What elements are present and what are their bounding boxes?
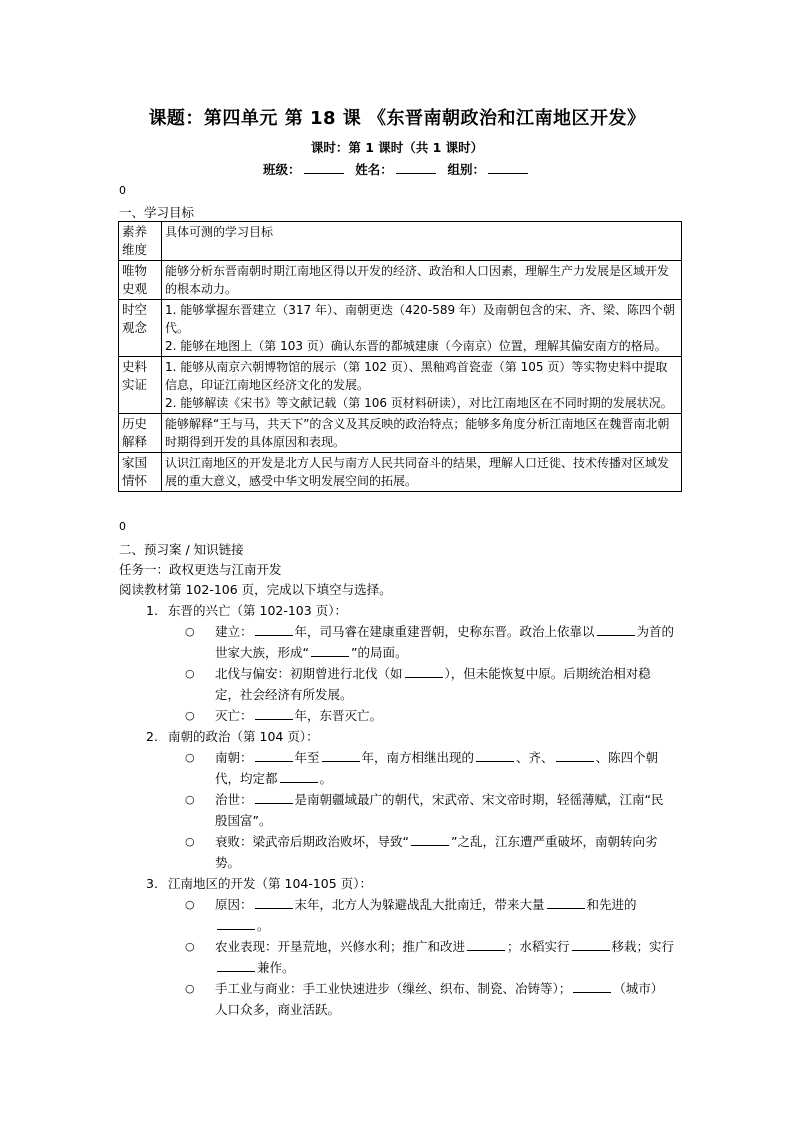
bullet-icon: ○ — [185, 709, 195, 722]
table-header-key: 素养维度 — [119, 222, 162, 261]
list-item — [185, 831, 675, 873]
sub-text: 。 — [319, 771, 333, 786]
goal-line: 1. 能够从南京六朝博物馆的展示（第 102 页）、黑釉鸡首瓷壶（第 105 页）等实物史料中提取信息，印证江南地区经济文化的发展。 — [165, 360, 668, 392]
sub-text: 。 — [257, 918, 270, 933]
goal-line: 1. 能够掌握东晋建立（317 年）、南朝更迭（420-589 年）及南朝包含的宋、齐、梁、陈四个朝代。 — [165, 303, 675, 335]
blank-field[interactable] — [322, 749, 360, 762]
goal-cell — [162, 357, 682, 414]
sub-text: 是南朝疆域最广的朝代，宋武帝、宋文帝时期，轻徭薄赋，江南“民殷国富”。 — [215, 792, 664, 828]
blank-field[interactable] — [255, 896, 293, 909]
group-label: 组别： — [447, 162, 485, 177]
blank-field[interactable] — [217, 917, 255, 930]
sub-text: 年，南方相继出现的 — [361, 750, 475, 765]
sub-text: 移栽；实行 — [611, 939, 675, 954]
item-pages: （第 104 页）： — [230, 729, 319, 744]
table-row — [119, 261, 682, 300]
table-header-row — [119, 222, 682, 261]
name-field[interactable] — [396, 162, 436, 174]
blank-field[interactable] — [547, 896, 585, 909]
sub-text: 为首的世家大族，形成“ — [215, 624, 675, 660]
sub-text: 年，司马睿在建康重建晋朝，史称东晋。政治上依靠以 — [294, 624, 595, 639]
competency-name: 家国情怀 — [119, 453, 162, 492]
item-title: 江南地区的开发 — [168, 876, 256, 891]
blank-field[interactable] — [476, 749, 514, 762]
table-row — [119, 357, 682, 414]
goal-cell — [162, 261, 682, 300]
item-pages: （第 102-103 页）： — [230, 603, 347, 618]
blank-field[interactable] — [311, 644, 349, 657]
sub-text: 梁武帝后期政治败坏，导致“ — [252, 834, 409, 849]
competency-name: 历史解释 — [119, 414, 162, 453]
sub-text: 兼作。 — [257, 960, 295, 975]
blank-field[interactable] — [255, 749, 293, 762]
item-number: 3. — [146, 876, 158, 891]
list-item-heading — [146, 600, 347, 621]
blank-field[interactable] — [572, 938, 610, 951]
sub-text: ”之乱，江东遭严重破坏，南朝转向劣势。 — [215, 834, 658, 870]
sub-text: ），但未能恢复中原。后期统治相对稳定，社会经济有所发展。 — [215, 666, 651, 702]
goal-line: 2. 能够解读《宋书》等文献记载（第 106 页材料研读），对比江南地区在不同时期的发展状况。 — [165, 396, 673, 410]
sub-text: 和先进的 — [586, 897, 637, 912]
class-label: 班级： — [263, 162, 301, 177]
bullet-icon: ○ — [185, 793, 195, 806]
blank-field[interactable] — [556, 749, 594, 762]
list-item-heading — [146, 873, 372, 894]
blank-field[interactable] — [405, 665, 443, 678]
sub-label: 灭亡： — [215, 708, 253, 723]
blank-field[interactable] — [280, 770, 318, 783]
blank-field[interactable] — [217, 959, 255, 972]
sub-label: 建立： — [215, 624, 253, 639]
goal-cell — [162, 300, 682, 357]
competency-name: 史料实证 — [119, 357, 162, 414]
sub-text: ”的局面。 — [350, 645, 408, 660]
sub-text: 、陈四个朝代，均定都 — [215, 750, 659, 786]
student-info-line — [0, 160, 794, 178]
task-heading: 任务一：政权更迭与江南开发 — [119, 562, 282, 577]
sub-text: 、齐、 — [516, 750, 554, 765]
item-pages: （第 104-105 页）： — [255, 876, 372, 891]
name-label: 姓名： — [355, 162, 393, 177]
class-field[interactable] — [304, 162, 344, 174]
bullet-icon: ○ — [185, 940, 195, 953]
goal-line: 2. 能够在地图上（第 103 页）确认东晋的都城建康（今南京）位置，理解其偏安南方的格局。 — [165, 339, 667, 353]
item-number: 1. — [146, 603, 158, 618]
list-item — [185, 936, 675, 978]
goal-line: 能够解释“王与马，共天下”的含义及其反映的政治特点；能够多角度分析江南地区在魏晋南北朝时期得到开发的具体原因和表现。 — [165, 417, 670, 449]
blank-field[interactable] — [255, 791, 293, 804]
table-row — [119, 414, 682, 453]
sub-text: 开垦荒地，兴修水利；推广和改进 — [277, 939, 466, 954]
table-header-value: 具体可测的学习目标 — [162, 222, 682, 261]
blank-field[interactable] — [255, 707, 293, 720]
blank-field[interactable] — [411, 833, 449, 846]
list-item — [185, 978, 675, 1020]
sub-label: 治世： — [215, 792, 253, 807]
competency-name: 时空观念 — [119, 300, 162, 357]
sub-text: 手工业快速进步（缫丝、织布、制瓷、冶铸等）； — [302, 981, 572, 996]
sub-text: （城市）人口众多，商业活跃。 — [215, 981, 664, 1017]
table-row — [119, 453, 682, 492]
instruction-text: 阅读教材第 102-106 页，完成以下填空与选择。 — [119, 582, 392, 597]
list-item — [185, 621, 675, 663]
bullet-icon: ○ — [185, 625, 195, 638]
sub-text: 末年，北方人为躲避战乱大批南迁，带来大量 — [294, 897, 545, 912]
sub-text: ；水稻实行 — [507, 939, 570, 954]
goal-line: 认识江南地区的开发是北方人民与南方人民共同奋斗的结果，理解人口迁徙、技术传播对区域发展的重大意义，感受中华文明发展空间的拓展。 — [165, 456, 670, 488]
learning-goals-table — [118, 221, 682, 492]
blank-field[interactable] — [255, 623, 293, 636]
sub-text: 年至 — [294, 750, 320, 765]
list-item-heading — [146, 726, 319, 747]
blank-field[interactable] — [597, 623, 635, 636]
sub-text: 初期曾进行北伐（如 — [290, 666, 403, 681]
item-number: 2. — [146, 729, 158, 744]
goal-cell — [162, 414, 682, 453]
bullet-icon: ○ — [185, 835, 195, 848]
list-item — [185, 747, 675, 789]
blank-field[interactable] — [573, 980, 611, 993]
bullet-icon: ○ — [185, 898, 195, 911]
sub-label: 原因： — [215, 897, 253, 912]
sub-label: 手工业与商业： — [215, 981, 303, 996]
blank-field[interactable] — [467, 938, 505, 951]
section-heading-preview: 二、预习案 / 知识链接 — [119, 542, 244, 557]
bullet-icon: ○ — [185, 667, 195, 680]
bullet-icon: ○ — [185, 751, 195, 764]
sub-label: 北伐与偏安： — [215, 666, 291, 681]
item-title: 东晋的兴亡 — [168, 603, 231, 618]
sub-label: 南朝： — [215, 750, 253, 765]
bullet-icon: ○ — [185, 982, 195, 995]
competency-name: 唯物史观 — [119, 261, 162, 300]
paragraph-marker: 0 — [119, 184, 126, 197]
page-title: 课题：第四单元 第 18 课 《东晋南朝政治和江南地区开发》 — [148, 108, 646, 129]
paragraph-marker: 0 — [119, 520, 126, 533]
item-title: 南朝的政治 — [168, 729, 231, 744]
list-item — [185, 663, 675, 705]
table-row — [119, 300, 682, 357]
lesson-time: 课时：第 1 课时（共 1 课时） — [310, 140, 484, 155]
list-item — [185, 789, 675, 831]
list-item — [185, 894, 675, 936]
goal-line: 能够分析东晋南朝时期江南地区得以开发的经济、政治和人口因素，理解生产力发展是区域开发的根本动力。 — [165, 264, 670, 296]
group-field[interactable] — [488, 162, 528, 174]
goal-cell — [162, 453, 682, 492]
sub-text: 年，东晋灭亡。 — [294, 708, 383, 723]
sub-label: 衰败： — [215, 834, 253, 849]
list-item — [185, 705, 675, 726]
section-heading-goals: 一、学习目标 — [119, 205, 195, 220]
sub-label: 农业表现： — [215, 939, 278, 954]
